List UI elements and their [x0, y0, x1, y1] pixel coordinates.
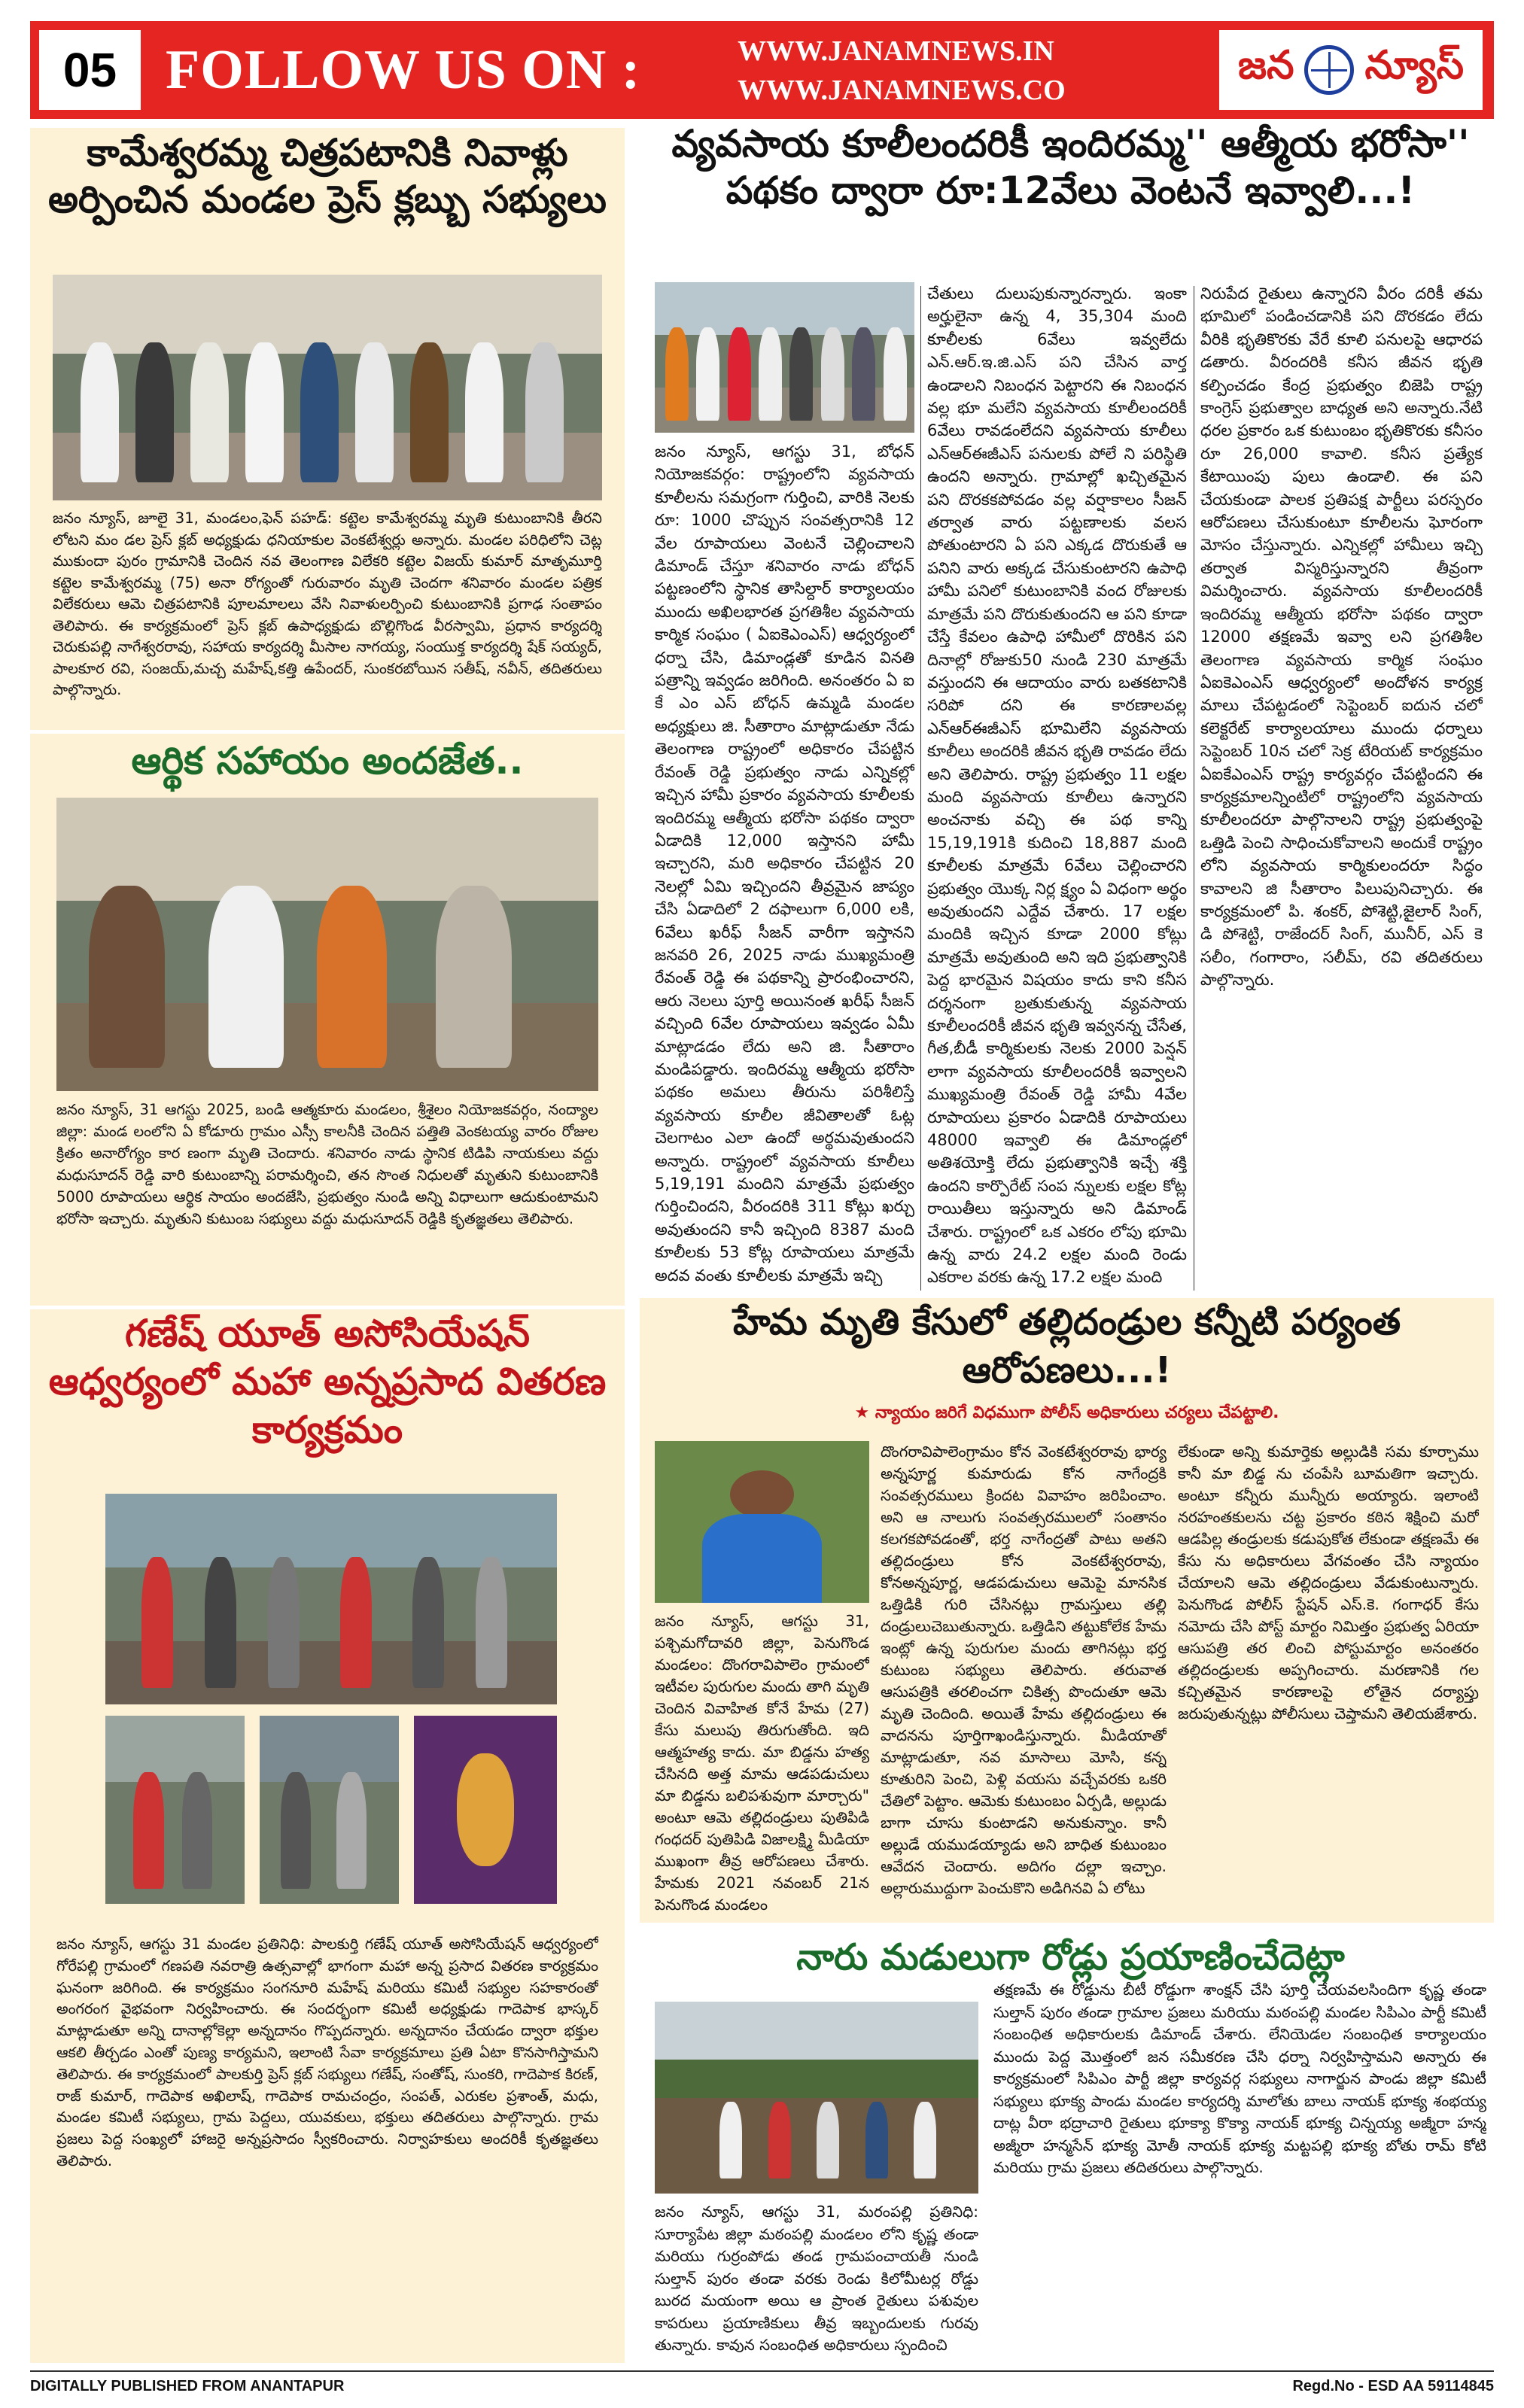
article-6-photo-muddy-road	[655, 2002, 978, 2194]
article-3-photo-3	[260, 1716, 399, 1904]
article-5-body-col1: జనం న్యూస్, ఆగస్టు 31, పశ్చిమగోదావరి జిల్లా, పెనుగొండ మండలం: దొంగరావిపాలెం గ్రామంలో ఇటీవల పురుగుల మందు తాగి మృతి చెందిన వివాహిత కోనే హేమ (27) కేసు మలుపు తిరుగుతోంది. ఇది ఆత్మహత్య కాదు. మా బిడ్డను హత్య చేసినది అత్త మామ ఆడపడుచులు మా బిడ్డను బలిపశువుగా మార్చారు" అంటూ ఆమె తల్లిదండ్రులు పుతిపిడి గంధదర్ పుతిపిడి విజాలక్ష్మి మీడియా ముఖంగా తీవ్ర ఆరోపణలు చేశారు. హేమకు 2021 నవంబర్ 21న పెనుగొండ మండలం	[655, 1612, 869, 1914]
article-5-subheadline	[655, 1403, 1479, 1431]
website-link-co[interactable]: WWW.JANAMNEWS.CO	[738, 74, 1066, 106]
article-4-photo	[655, 282, 914, 433]
article-3-body: జనం న్యూస్, ఆగస్టు 31 మండల ప్రతినిధి: పాలకుర్తి గణేష్ యూత్ అసోసియేషన్ ఆధ్వర్యంలో గోరేపల్లి గ్రామంలో గణపతి నవరాత్రి ఉత్సవాల్లో భాగంగా మహా అన్న ప్రసాద వితరణ కార్యక్రమం ఘనంగా జరిగింది. ఈ కార్యక్రమం సంగనూరి మహేష్ మరియు కమిటీ సభ్యుల సహకారంతో అంగరంగ వైభవంగా నిర్వహించారు. ఈ సందర్భంగా కమిటీ అధ్యక్షుడు గాదెపాక భాస్కర్ మాట్లాడుతూ అన్ని దానాల్లోకెల్లా అన్నదానం గొప్పదన్నారు. అన్నదానం చేయడం ద్వారా భక్తుల ఆకలి తీర్చడం ఎంతో పుణ్య కార్యమని, ఇలాంటి సేవా కార్యక్రమాలు ప్రతి ఏటా కొనసాగిస్తామని తెలిపారు. ఈ కార్యక్రమంలో పాలకుర్తి ప్రెస్ క్లబ్ సభ్యులు గణేష్, సంతోష్, సుంకరి, గాదెపాక కిరణ్, రాజ్ కుమార్, గాదెపాక అఖిలాష్, గాదెపాక రామచంద్రం, సంపత్, ఎరుకల ప్రశాంత్, మధు, మండల కమిటీ సభ్యులు, గ్రామ పెద్దలు, యువకులు, భక్తులు తదితరులు పాల్గొన్నారు. గ్రామ ప్రజలు పెద్ద సంఖ్యలో హాజరై అన్నప్రసాదం స్వీకరించారు. నిర్వాహకులు అందరికీ కృతజ్ఞతలు తెలిపారు.	[56, 1935, 598, 2169]
article-5-body-col2: దొంగరావిపాలెంగ్రామం కోన వెంకటేశ్వరరావు భార్య అన్నపూర్ణ కుమారుడు కోన నాగేంద్రకి సంవత్సరములు క్రిందట వివాహం జరిపించాం. అని ఆ నాలుగు సంవత్సరములలో సంతానం కలగకపోవడంతో, భర్త నాగేంద్రతో పాటు అతని తల్లిదండ్రులు కోన వెంకటేశ్వరరావు, కోనఅన్నపూర్ణ, ఆడపడుచులు ఆమెపై మానసిక ఒత్తిడికి గురి చేసినట్లు గ్రామస్తులు తల్లి దండ్రులుచెబుతున్నారు. ఒత్తిడిని తట్టుకోలేక హేమ ఇంట్లో ఉన్న పురుగుల మందు తాగినట్లు భర్త కుటుంబ సభ్యులు తెలిపారు. తరువాత ఆసుపత్రికి తరలించగా చికిత్స పొందుతూ ఆమె మృతి చెందింది. అయితే హేమ తల్లిదండ్రులు ఈ వాదనను పూర్తిగాఖండిస్తున్నారు. మీడియాతో మాట్లాడుతూ, నవ మాసాలు మోసి, కన్న కూతురిని పెంచి, పెళ్లి వయసు వచ్చేవరకు ఒకరి చేతిలో పెట్టాం. ఆమెకు కుటుంబం ఏర్పడి, అల్లుడు బాగా చూసు కుంటాడని అనుకున్నాం. కానీ అల్లుడే యముడయ్యాడు అని బాధిత కుటుంబం ఆవేదన చెందారు. అదిగం దల్లా ఇచ్చాం. అల్లారుముద్దుగా పెంచుకొని అడిగినవి ఏ లోటు	[881, 1443, 1167, 1897]
chakra-wheel-icon	[1304, 45, 1354, 95]
article-2-photo	[56, 798, 598, 1091]
article-5-photo-portrait	[655, 1441, 869, 1603]
article-5-headline: హేమ మృతి కేసులో తల్లిదండ్రుల కన్నీటి పర్యంత ఆరోపణలు...!	[732, 1301, 1401, 1391]
column-divider	[920, 286, 921, 1291]
follow-us-label: FOLLOW US ON :	[166, 38, 641, 101]
article-4-body-col1: జనం న్యూస్, ఆగస్టు 31, బోధన్ నియోజకవర్గం: రాష్ట్రంలోని వ్యవసాయ కూలీలను సమగ్రంగా గుర్తించి, వారికి నెలకు రూ: 1000 చొప్పున సంవత్సరానికి 12 వేల రూపాయలు వెంటనే చెల్లించాలని డిమాండ్ చేస్తూ శనివారం నాడు బోధన్ పట్టణంలోని స్థానిక తాసిల్దార్ కార్యాలయం ముందు అఖిలభారత ప్రగతిశీల వ్యవసాయ కార్మిక సంఘం ( ఏఐకెఎంఎస్) ఆధ్వర్యంలో ధర్నా చేసి, డిమాండ్లతో కూడిన వినతి పత్రాన్ని ఇవ్వడం జరిగింది. అనంతరం ఏ ఐ కే ఎం ఎస్ బోధన్ ఉమ్మడి మండల అధ్యక్షులు జి. సీతారాం మాట్లాడుతూ నేడు తెలంగాణ రాష్ట్రంలో అధికారం చేపట్టిన రేవంత్ రెడ్డి ప్రభుత్వం నాడు ఎన్నికల్లో ఇచ్చిన హామీ ప్రకారం వ్యవసాయ కూలీలకు ఇందిరమ్మ ఆత్మీయ భరోసా పథకం ద్వారా ఏడాదికి 12,000 ఇస్తానని హామీ ఇచ్చారని, మరి అధికారం చేపట్టిన 20 నెలల్లో ఏమి ఇచ్చిందని తీవ్రమైన జాప్యం చేసి ఏడాదిలో 2 దఫాలుగా 6,000 లకి, 6వేలు ఖరీఫ్ సీజన్ వారీగా ఇస్తానని జనవరి 26, 2025 నాడు ముఖ్యమంత్రి రేవంత్ రెడ్డి ఈ పథకాన్ని ప్రారంభించారని, ఆరు నెలలు పూర్తి అయినంత ఖరీఫ్ సీజన్ వచ్చింది 6వేల రూపాయలు ఇవ్వడం ఏమీ మాట్లాడడం లేదు అని జి. సీతారాం మండిపడ్డారు. ఇందిరమ్మ ఆత్మీయ భరోసా పథకం అమలు తీరును పరిశీలిస్తే వ్యవసాయ కూలీల జీవితాలతో ఓట్ల చెలగాటం ఎలా ఉందో అర్థమవుతుందని అన్నారు. రాష్ట్రంలో వ్యవసాయ కూలీలు 5,19,191 మందిని మాత్రమే ప్రభుత్వం గుర్తించిందని, వీరందరికి 311 కోట్లు ఖర్చు అవుతుందని కానీ ఇచ్చింది 8387 మంది కూలీలకు 53 కోట్ల రూపాయలు మాత్రమే అదవ వంతు కూలీలకు మాత్రమే ఇచ్చి	[655, 442, 914, 1285]
article-2-body: జనం న్యూస్, 31 ఆగస్టు 2025, బండి ఆత్మకూరు మండలం, శ్రీశైలం నియోజకవర్గం, నంద్యాల జిల్లా: మండ లంలోని ఏ కోడూరు గ్రామం ఎస్సీ కాలనీకి చెందిన పత్తితి వెంకటయ్య వారం రోజుల క్రితం అనారోగ్యం కార ణంగా మృతి చెందారు. శనివారం నాడు స్థానిక టిడిపి నాయకులు వద్దు మధుసూదన్ రెడ్డి వారి కుటుంబాన్ని పరామర్శించి, తన సొంత నిధులతో మృతుని కుటుంబానికి 5000 రూపాయలు ఆర్థిక సాయం అందజేసి, ప్రభుత్వం నుండి అన్ని విధాలుగా ఆదుకుంటామని భరోసా ఇచ్చారు. మృతుని కుటుంబ సభ్యులు వద్దు మధుసూదన్ రెడ్డికి కృతజ్ఞతలు తెలిపారు.	[56, 1101, 598, 1227]
footer-publish-note: DIGITALLY PUBLISHED FROM ANANTAPUR	[30, 2378, 345, 2394]
article-3-photo-ganesh-idol	[414, 1716, 557, 1904]
article-4-headline: వ్యవసాయ కూలీలందరికీ ఇందిరమ్మ'' ఆత్మీయ భరోసా'' పథకం ద్వారా రూ:12వేలు వెంటనే ఇవ్వాలి...!	[671, 122, 1470, 212]
janam-news-logo	[1219, 30, 1483, 110]
article-1-body: జనం న్యూస్, జూలై 31, మండలం,ఫెన్ పహడ్: కట్టెల కామేశ్వరమ్మ మృతి కుటుంబానికి తీరని లోటని మం డల ప్రెస్ క్లబ్ అధ్యక్షుడు ధనియాకుల వెంకటేశ్వర్లు అన్నారు. మండల పరిధిలోని చెట్ల ముకుందా పురం గ్రామానికి చెందిన నవ తెలంగాణ విలేకరి కట్టెల విజయ్ కుమార్ మాతృమూర్తి కట్టెల కామేశ్వరమ్మ (75) అనా రోగ్యంతో గురువారం మృతి చెందగా శనివారం మండల పత్రిక విలేకరులు ఆమె చిత్రపటానికి పూలమాలలు వేసి నివాళులర్పించి కుటుంబానికి ప్రగాఢ సంతాపం తెలిపారు. ఈ కార్యక్రమంలో ప్రెస్ క్లబ్ ఉపాధ్యక్షుడు బొల్లిగొండ వీరస్వామి, ప్రధాన కార్యదర్శి చెరుకుపల్లి నాగేశ్వరరావు, సహాయ కార్యదర్శి మీసాల నాగయ్య, సంయుక్త కార్యదర్శి షేక్ సయ్యద్, పాలకూర రవి, సంజయ్,మచ్చ మహేష్,కత్తి ఉపేందర్, సుంకరబోయిన సతీష్, నవీన్, తదితరులు పాల్గొన్నారు.	[53, 509, 602, 698]
article-1-photo	[53, 275, 602, 500]
article-4-body-col2: చేతులు దులుపుకున్నారన్నారు. ఇంకా అర్హులైనా ఉన్న 4, 35,304 మంది కూలీలకు 6వేలు ఇవ్వలేదు ఎన్.ఆర్.ఇ.జి.ఎస్ పని చేసిన వార్త ఉండాలని నిబంధన పెట్టారని ఈ నిబంధన వల్ల భూ మలేని వ్యవసాయ కూలీలందరికీ 6వేలు రావడంలేదని వ్యవసాయ కూలీలు ఎన్ఆర్ఈజీఎస్ పనులకు పోలే ని పరిస్థితి ఉందని అన్నారు. గ్రామాల్లో ఖచ్చితమైన పని దొరకకపోవడం వల్ల వర్షాకాలం సీజన్ తర్వాత వారు పట్టణాలకు వలస పోతుంటారని ఏ పని ఎక్కడ దొరుకుతే ఆ పనిని వారు అక్కడ చేసుకుంటారని ఉపాధి హామీ పనిలో కుటుంబానికి వంద రోజులకు మాత్రమే పని దొరుకుతుందని ఆ పని కూడా చేస్తే కేవలం ఉపాధి హామీలో దొరికిన పని దినాల్లో రోజుకు50 నుండి 230 మాత్రమే వస్తుందని ఈ ఆదాయం వారు బతకటానికి సరిపో దని ఈ కారణాలవల్ల ఎన్ఆర్ఈజీఎస్ భూమిలేని వ్యవసాయ కూలీలు అందరికి జీవన భృతి రావడం లేదు అని తెలిపారు. రాష్ట్ర ప్రభుత్వం 11 లక్షల మంది వ్యవసాయ కూలీలు ఉన్నారని అంచనాకు వచ్చి ఈ పథ కాన్ని 15,19,191కి కుదించి 18,887 మంది కూలీలకు మాత్రమే 6వేలు చెల్లించారని ప్రభుత్వం యొక్క నిర్ల క్ష్యం ఏ విధంగా అర్థం అవుతుందని ఎద్దేవ చేశారు. 17 లక్షల మందికి ఇచ్చిన కూడా 2000 కోట్లు మాత్రమే అవుతుంది అని ఇది ప్రభుత్వానికి పెద్ద భారమైన విషయం కాదు కాని కనీస దర్శనంగా బ్రతుకుతున్న వ్యవసాయ కూలీలందరికీ జీవన భృతి ఇవ్వనన్న చేసేత, గీత,బీడీ కార్మికులకు నెలకు 2000 పెన్షన్ లాగా వ్యవసాయ కూలీలందరికీ ఇవ్వాలని ముఖ్యమంత్రి రేవంత్ రెడ్డి హామీ 4వేల రూపాయలు ప్రకారం ఏడాదికి రూపాయలు 48000 ఇవ్వాలి ఈ డిమాండ్లలో అతిశయోక్తి లేదు ప్రభుత్వానికి ఇచ్చే శక్తి ఉందని కార్పొరేట్ సంప న్నులకు లక్షల కోట్ల రాయితీలు ఇస్తున్నారు అని డిమాండ్ చేశారు. రాష్ట్రంలో ఒక ఎకరం లోపు భూమి ఉన్న వారు 24.2 లక్షల మంది రెండు ఎకరాల వరకు ఉన్న 17.2 లక్షల మంది	[927, 284, 1187, 1287]
article-1-headline: కామేశ్వరమ్మ చిత్రపటానికి నివాళ్లు అర్పించిన మండల ప్రెస్ క్లబ్బు సభ్యులు	[48, 131, 607, 221]
article-6-body-col2: తక్షణమే ఈ రోడ్డును బీటీ రోడ్డుగా శాంక్షన్ చేసి పూర్తి చేయవలసిందిగా కృష్ణ తండా సుల్తాన్ పురం తండా గ్రామాల ప్రజలు మరియు మఠంపల్లి మండల సిపిఎం పార్టీ కమిటీ సంబంధిత అధికారులకు డిమాండ్ చేశారు. లేనియెడల సంబంధిత కార్యాలయం ముందు పెద్ద మొత్తంలో జన సమీకరణ చేసి ధర్నా నిర్వహిస్తామని అన్నారు ఈ కార్యక్రమంలో సిపిఎం పార్టీ జిల్లా కార్యవర్గ సభ్యులు నాగార్జున పాండు జిల్లా కమిటీ సభ్యులు భూక్య పాండు మండల కార్యదర్శి మాలోతు బాలు నాయక్ భూక్య శంభయ్య దాట్ల వీరా భద్రాచారి రైతులు భూక్యా కొక్యా నాయక్ భూక్య చిన్నయ్య అజ్మీరా హన్మ అజ్మీరా హన్మసేన్ భూక్య మోతీ నాయక్ భూక్య మట్టపల్లి భూక్య బోతు రామ్ కోటి మరియు గ్రామ ప్రజలు తదితరులు పాల్గొన్నారు.	[993, 1981, 1486, 2176]
article-4-body-col3: నిరుపేద రైతులు ఉన్నారని వీరం దరికీ తమ భూమిలో పండించడానికి పని దొరకడం లేదు వీరికి భృతికొరకు వేరే కూలి పనులపై ఆధారప డతారు. వీరందరికి కనీస జీవన భృతి కల్పించడం కేంద్ర ప్రభుత్వం బిజెపి రాష్ట్ర కాంగ్రెస్ ప్రభుత్వాల బాధ్యత అని అన్నారు.నేటి ధరల ప్రకారం ఒక కుటుంబం భృతికొరకు కనీసం రూ 26,000 కావాలి. కనీస ప్రత్యేక కేటాయింపు పులు ఉండాలి. ఈ పని చేయకుండా పాలక ప్రతిపక్ష పార్టీలు పరస్పరం ఆరోపణలు చేసుకుంటూ కూలీలను ఘోరంగా మోసం చేస్తున్నారు. ఎన్నికల్లో హామీలు ఇచ్చి తర్వాత విస్మరిస్తున్నారని తీవ్రంగా విమర్శించారు. వ్యవసాయ కూలీలందరికీ ఇందిరమ్మ ఆత్మీయ భరోసా పథకం ద్వారా 12000 తక్షణమే ఇవ్వా లని ప్రగతిశీల తెలంగాణ వ్యవసాయ కార్మిక సంఘం ఏఐకెఎంఎస్ ఆధ్వర్యంలో అందోళన కార్యక్ర మాలు చేపట్టడంలో సెప్టెంబర్ ఐదున చలో కలెక్టరేట్ కార్యాలయాలు ముందు ధర్నాలు సెప్టెంబర్ 10న చలో సెక్ర టేరియట్ కార్యక్రమం ఏఐకేఎంఎస్ రాష్ట్ర కార్యవర్గం చేపట్టిందని ఈ కార్యక్రమాలన్నింటిలో రాష్ట్రంలోని వ్యవసాయ కూలీలందరూ పాల్గొనాలని రాష్ట్ర ప్రభుత్వంపై ఒత్తిడి పెంచి సాధించుకోవాలని అందుకే రాష్ట్రం లోని వ్యవసాయ కార్మికులందరూ సిద్ధం కావాలని జి సీతారాం పిలుపునిచ్చారు. ఈ కార్యక్రమంలో పి. శంకర్, పోశెట్టి,జైలార్ సింగ్, డి పోశెట్టి, రాజేందర్ సింగ్, మునీర్, ఎస్ కె సలీం, గంగారాం, సలీమ్, రవి తదితరులు పాల్గొన్నారు.	[1200, 284, 1483, 990]
logo-text-left: జన	[1237, 42, 1294, 88]
star-icon: ★	[854, 1403, 875, 1422]
logo-text-right: న్యూస్	[1364, 42, 1465, 88]
article-6-headline: నారు మడులుగా రోడ్లు ప్రయాణించేదెట్లా	[796, 1936, 1345, 1978]
article-2-headline: ఆర్థిక సహాయం అందజేత..	[131, 739, 524, 783]
footer-registration: Regd.No - ESD AA 59114845	[1292, 2378, 1494, 2394]
website-links	[738, 32, 1204, 110]
article-3-photo-main	[105, 1494, 557, 1704]
article-5-body-col3: లేకుండా అన్ని కుమార్తెకు అల్లుడికి సమ కూర్చాము కానీ మా బిడ్డ ను చంపేసి బూమతిగా ఇచ్చారు. అంటూ కన్నీరు మున్నీరు అయ్యారు. ఇలాంటి నరహంతకులను చట్ట ప్రకారం కఠిన శిక్షించి మరో ఆడపిల్ల తండ్రులకు కడుపుకోత లేకుండా తక్షణమే ఈ కేసు ను అధికారులు వేగవంతం చేసి న్యాయం చేయాలని ఆమె తల్లిదండ్రులు వేడుకుంటున్నారు. పెనుగొండ పోలీస్ స్టేషన్ ఎస్.కె. గంగాధర్ కేసు నమోదు చేసి పోస్ట్ మార్టం నిమిత్తం ప్రభుత్వ ఏరియా ఆసుపత్రి తర లించి పోస్టుమార్టం అనంతరం తల్లిదండ్రులకు అప్పగించారు. మరణానికి గల కచ్చితమైన కారణాలపై లోతైన దర్యాప్తు జరుపుతున్నట్లు పోలీసులు చెప్తామని తెలియజేశారు.	[1178, 1443, 1479, 1722]
website-link-in[interactable]: WWW.JANAMNEWS.IN	[738, 35, 1054, 67]
article-6-body-col1: జనం న్యూస్, ఆగస్టు 31, మరంపల్లి ప్రతినిధి: సూర్యాపేట జిల్లా మఠంపల్లి మండలం లోని కృష్ణ తండా మరియు గుర్రంపోడు తండ గ్రామపంచాయతీ నుండి సుల్తాన్ పురం తండా వరకు రెండు కిలోమీటర్ల రోడ్డు బురద మయంగా అయి ఆ ప్రాంత రైతులు పశువుల కాపరులు ప్రయాణికులు తీవ్ర ఇబ్బందులకు గురవు తున్నారు. కావున సంబంధిత అధికారులు స్పందించి	[655, 2203, 978, 2354]
article-3-headline: గణేష్ యూత్ అసోసియేషన్ ఆధ్వర్యంలో మహా అన్నప్రసాద వితరణ కార్యక్రమం	[48, 1312, 607, 1452]
article-3-photo-2	[105, 1716, 245, 1904]
page-number: 05	[39, 30, 141, 110]
article-5-subheadline-text: న్యాయం జరిగే విధముగా పోలీస్ అధికారులు చర్యలు చేపట్టాలి.	[875, 1403, 1279, 1422]
footer-rule	[30, 2370, 1494, 2372]
